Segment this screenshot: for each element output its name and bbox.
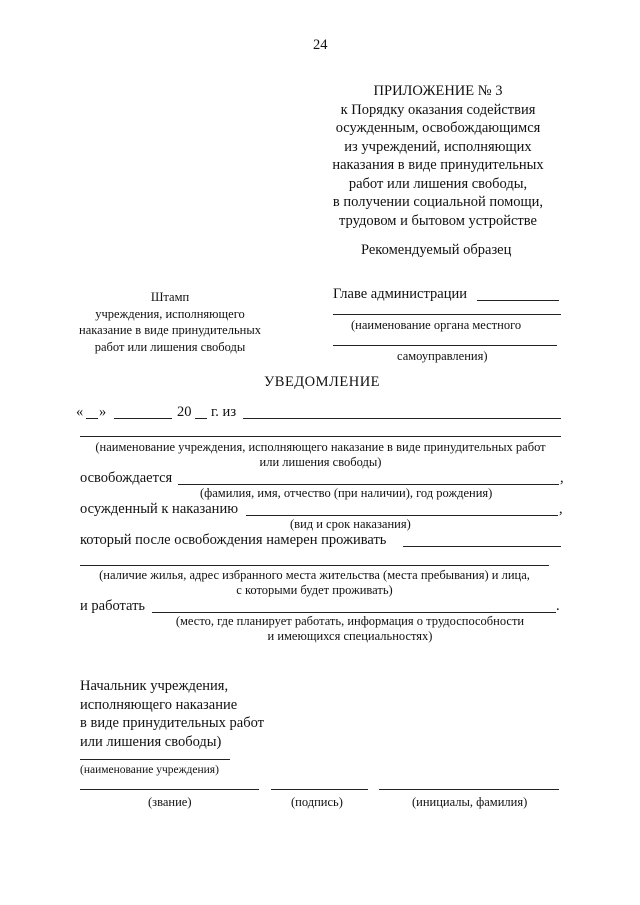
reside-label: который после освобождения намерен проживать <box>80 532 387 548</box>
addressee-field[interactable] <box>477 300 559 301</box>
institution-name-field[interactable] <box>80 759 230 760</box>
work-hint-1: (место, где планирует работать, информация о трудоспособности <box>175 614 525 628</box>
date-month-field[interactable] <box>114 418 172 419</box>
date-year-field[interactable] <box>195 418 207 419</box>
stamp-line: учреждения, исполняющего <box>95 306 245 321</box>
convicted-comma: , <box>559 501 563 517</box>
addressee-hint-2: самоуправления) <box>397 349 488 363</box>
released-label: освобождается <box>80 470 173 486</box>
appendix-line: из учреждений, исполняющих <box>344 138 532 155</box>
institution-field[interactable] <box>243 418 561 419</box>
sentence-field[interactable] <box>246 515 558 516</box>
head-line: Начальник учреждения, <box>80 678 229 694</box>
addressee-hint-1: (наименование органа местного <box>351 318 522 332</box>
rank-field[interactable] <box>80 789 259 790</box>
head-line: или лишения свободы) <box>80 733 222 750</box>
work-field[interactable] <box>152 612 556 613</box>
reside-hint-2: с которыми будет проживать) <box>236 583 393 597</box>
appendix-title: ПРИЛОЖЕНИЕ № 3 <box>373 83 503 99</box>
released-person-field[interactable] <box>178 484 559 485</box>
appendix-line: осужденным, освобождающимся <box>335 120 541 136</box>
head-line: исполняющего наказание <box>80 696 238 713</box>
appendix-line: работ или лишения свободы, <box>348 175 528 192</box>
head-title <box>80 677 264 751</box>
head-line: в виде принудительных работ <box>80 715 264 731</box>
date-close-quote: » <box>99 404 107 420</box>
signature-field[interactable] <box>271 789 368 790</box>
reside-hint <box>80 568 549 598</box>
work-hint <box>150 614 550 644</box>
institution-hint <box>80 440 561 470</box>
residence-field[interactable] <box>403 546 561 547</box>
appendix-line: трудовом и бытовом устройстве <box>339 212 537 229</box>
work-period: . <box>556 598 560 614</box>
appendix-line: наказания в виде принудительных <box>332 157 544 173</box>
initials-surname-field[interactable] <box>379 789 559 790</box>
addressee-field-line-3[interactable] <box>333 345 557 346</box>
stamp-block <box>60 289 280 355</box>
released-hint: (фамилия, имя, отчество (при наличии), год рождения) <box>200 486 493 500</box>
date-year-suffix: г. из <box>211 404 237 420</box>
appendix-line: к Порядку оказания содействия <box>340 101 536 118</box>
sample-label: Рекомендуемый образец <box>361 242 512 258</box>
signature-hint: (подпись) <box>291 795 343 809</box>
stamp-line: Штамп <box>150 290 190 304</box>
work-label: и работать <box>80 598 146 614</box>
page-number: 24 <box>313 37 328 53</box>
appendix-line: в получении социальной помощи, <box>332 194 544 210</box>
addressee-label: Главе администрации <box>333 286 467 302</box>
institution-hint-2: или лишения свободы) <box>259 455 382 469</box>
institution-name-hint: (наименование учреждения) <box>80 764 219 776</box>
convicted-label: осужденный к наказанию <box>80 501 239 517</box>
stamp-line: работ или лишения свободы <box>94 339 246 354</box>
work-hint-2: и имеющихся специальностях) <box>267 629 433 643</box>
reside-hint-1: (наличие жилья, адрес избранного места жительства (места пребывания) и лица, <box>99 568 530 582</box>
date-open-quote: « <box>76 404 84 420</box>
residence-field-line-2[interactable] <box>80 565 549 566</box>
initials-surname-hint: (инициалы, фамилия) <box>412 795 528 809</box>
appendix-header <box>318 82 558 230</box>
rank-hint: (звание) <box>148 795 192 809</box>
stamp-line: наказание в виде принудительных <box>79 323 261 337</box>
released-comma: , <box>560 470 564 486</box>
institution-field-line-2[interactable] <box>80 436 561 437</box>
convicted-hint: (вид и срок наказания) <box>290 517 411 531</box>
institution-hint-1: (наименование учреждения, исполняющего наказание в виде принудительных работ <box>95 440 546 454</box>
date-day-field[interactable] <box>86 418 98 419</box>
date-year-prefix: 20 <box>177 404 192 420</box>
notice-title: УВЕДОМЛЕНИЕ <box>264 374 381 390</box>
addressee-field-line-2[interactable] <box>333 314 561 315</box>
